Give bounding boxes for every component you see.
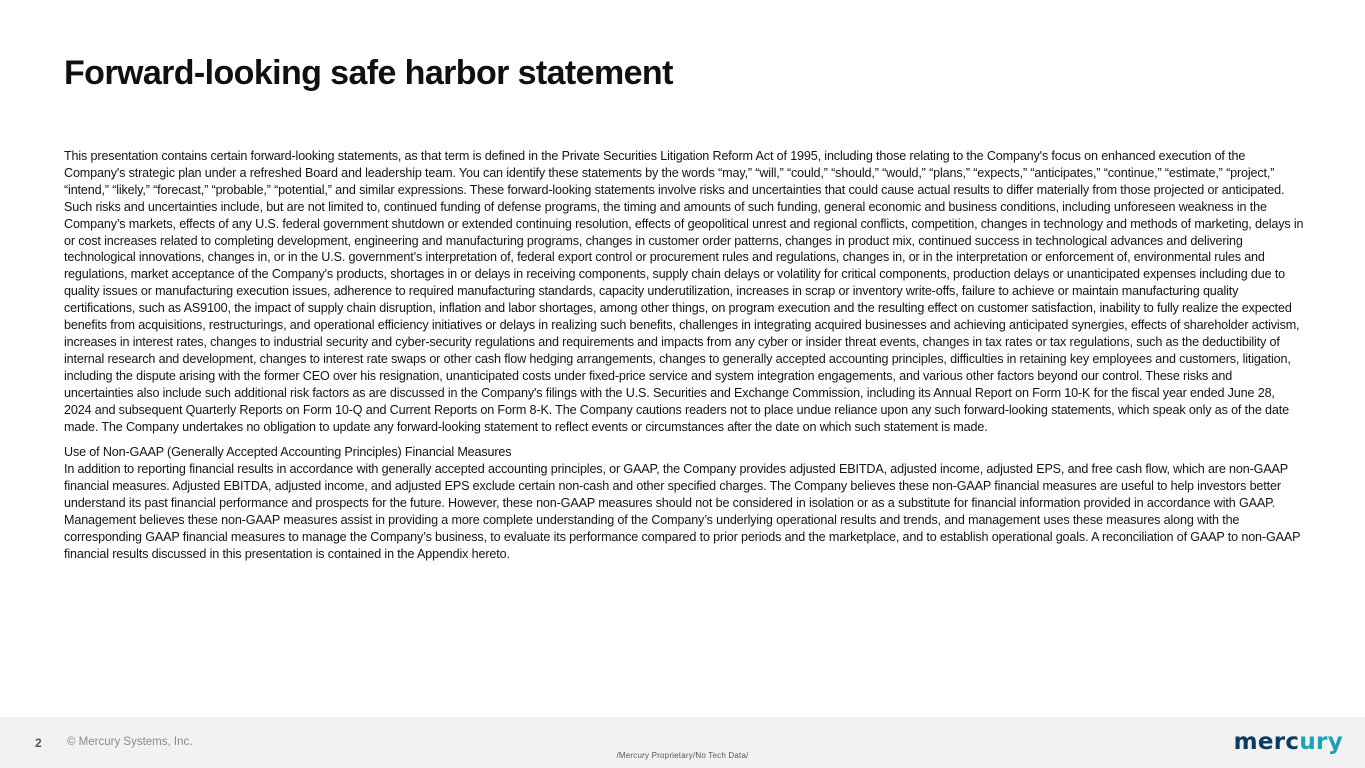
- classification-label: /Mercury Proprietary/No Tech Data/: [616, 751, 749, 760]
- logo-text-primary: merc: [1233, 729, 1300, 755]
- nongaap-paragraph: In addition to reporting financial results in accordance with generally accepted accounting principles, or GAAP, the Company provides adjusted EBITDA, adjusted income, adjusted EPS, and free cash flow, which are non-GAAP financial measures. Adjusted EBITDA, adjusted income, and adjusted EPS exclude certain non-cash and other specified charges. The Company believes these non-GAAP financial measures are useful to help investors better understand its past financial performance and prospects for the future. However, these non-GAAP measures should not be considered in isolation or as a substitute for financial information provided in accordance with GAAP. Management believes these non-GAAP measures assist in providing a more complete understanding of the Company’s underlying operational results and trends, and management uses these measures along with the corresponding GAAP financial measures to manage the Company’s business, to evaluate its performance compared to prior periods and the marketplace, and to establish operational goals. A reconciliation of GAAP to non-GAAP financial results discussed in this presentation is contained in the Appendix hereto.: [64, 462, 1301, 561]
- slide-body: [64, 148, 1304, 563]
- nongaap-heading: Use of Non-GAAP (Generally Accepted Accounting Principles) Financial Measures: [64, 445, 512, 460]
- safe-harbor-paragraph: This presentation contains certain forward-looking statements, as that term is defined in the Private Securities Litigation Reform Act of 1995, including those relating to the Company's focus on enhanced execution of the Company's strategic plan under a refreshed Board and leadership team. You can identify these statements by the words “may,” “will,” “could,” “should,” “would,” “plans,” “expects,” “anticipates,” “continue,” “estimate,” “project,” “intend,” “likely,” “forecast,” “probable,” “potential,” and similar expressions. These forward-looking statements involve risks and uncertainties that could cause actual results to differ materially from those projected or anticipated. Such risks and uncertainties include, but are not limited to, continued funding of defense programs, the timing and amounts of such funding, general economic and business conditions, including unforeseen weakness in the Company’s markets, effects of any U.S. federal government shutdown or extended continuing resolution, effects of geopolitical unrest and regional conflicts, competition, changes in technology and methods of marketing, delays in or cost increases related to completing development, engineering and manufacturing programs, changes in customer order patterns, changes in product mix, continued success in technological advances and delivering technological innovations, changes in, or in the U.S. government’s interpretation of, federal export control or procurement rules and regulations, changes in, or in the interpretation or enforcement of, environmental rules and regulations, market acceptance of the Company's products, shortages in or delays in receiving components, supply chain delays or volatility for critical components, production delays or unanticipated expenses including due to quality issues or manufacturing execution issues, adherence to required manufacturing standards, capacity underutilization, increases in scrap or inventory write-offs, failure to achieve or maintain manufacturing quality certifications, such as AS9100, the impact of supply chain disruption, inflation and labor shortages, among other things, on program execution and the resulting effect on customer satisfaction, inability to fully realize the expected benefits from acquisitions, restructurings, and operational efficiency initiatives or delays in realizing such benefits, challenges in integrating acquired businesses and achieving anticipated synergies, effects of shareholder activism, increases in interest rates, changes to industrial security and cyber-security regulations and requirements and impacts from any cyber or insider threat events, changes in tax rates or tax regulations, such as the deductibility of internal research and development, changes to interest rate swaps or other cash flow hedging arrangements, changes to generally accepted accounting principles, difficulties in retaining key employees and customers, litigation, including the dispute arising with the former CEO over his resignation, unanticipated costs under fixed-price service and system integration engagements, and various other factors beyond our control. These risks and uncertainties also include such additional risk factors as are discussed in the Company's filings with the U.S. Securities and Exchange Commission, including its Annual Report on Form 10-K for the fiscal year ended June 28, 2024 and subsequent Quarterly Reports on Form 10-Q and Current Reports on Form 8-K. The Company cautions readers not to place undue reliance upon any such forward-looking statements, which speak only as of the date made. The Company undertakes no obligation to update any forward-looking statement to reflect events or circumstances after the date on which such statement is made.: [64, 149, 1304, 434]
- mercury-logo: [1234, 729, 1343, 755]
- copyright-text: © Mercury Systems, Inc.: [67, 736, 193, 748]
- logo-text-accent: ury: [1299, 729, 1343, 755]
- page-number: 2: [35, 736, 42, 750]
- footer: [0, 717, 1365, 768]
- page-title: Forward-looking safe harbor statement: [64, 54, 673, 92]
